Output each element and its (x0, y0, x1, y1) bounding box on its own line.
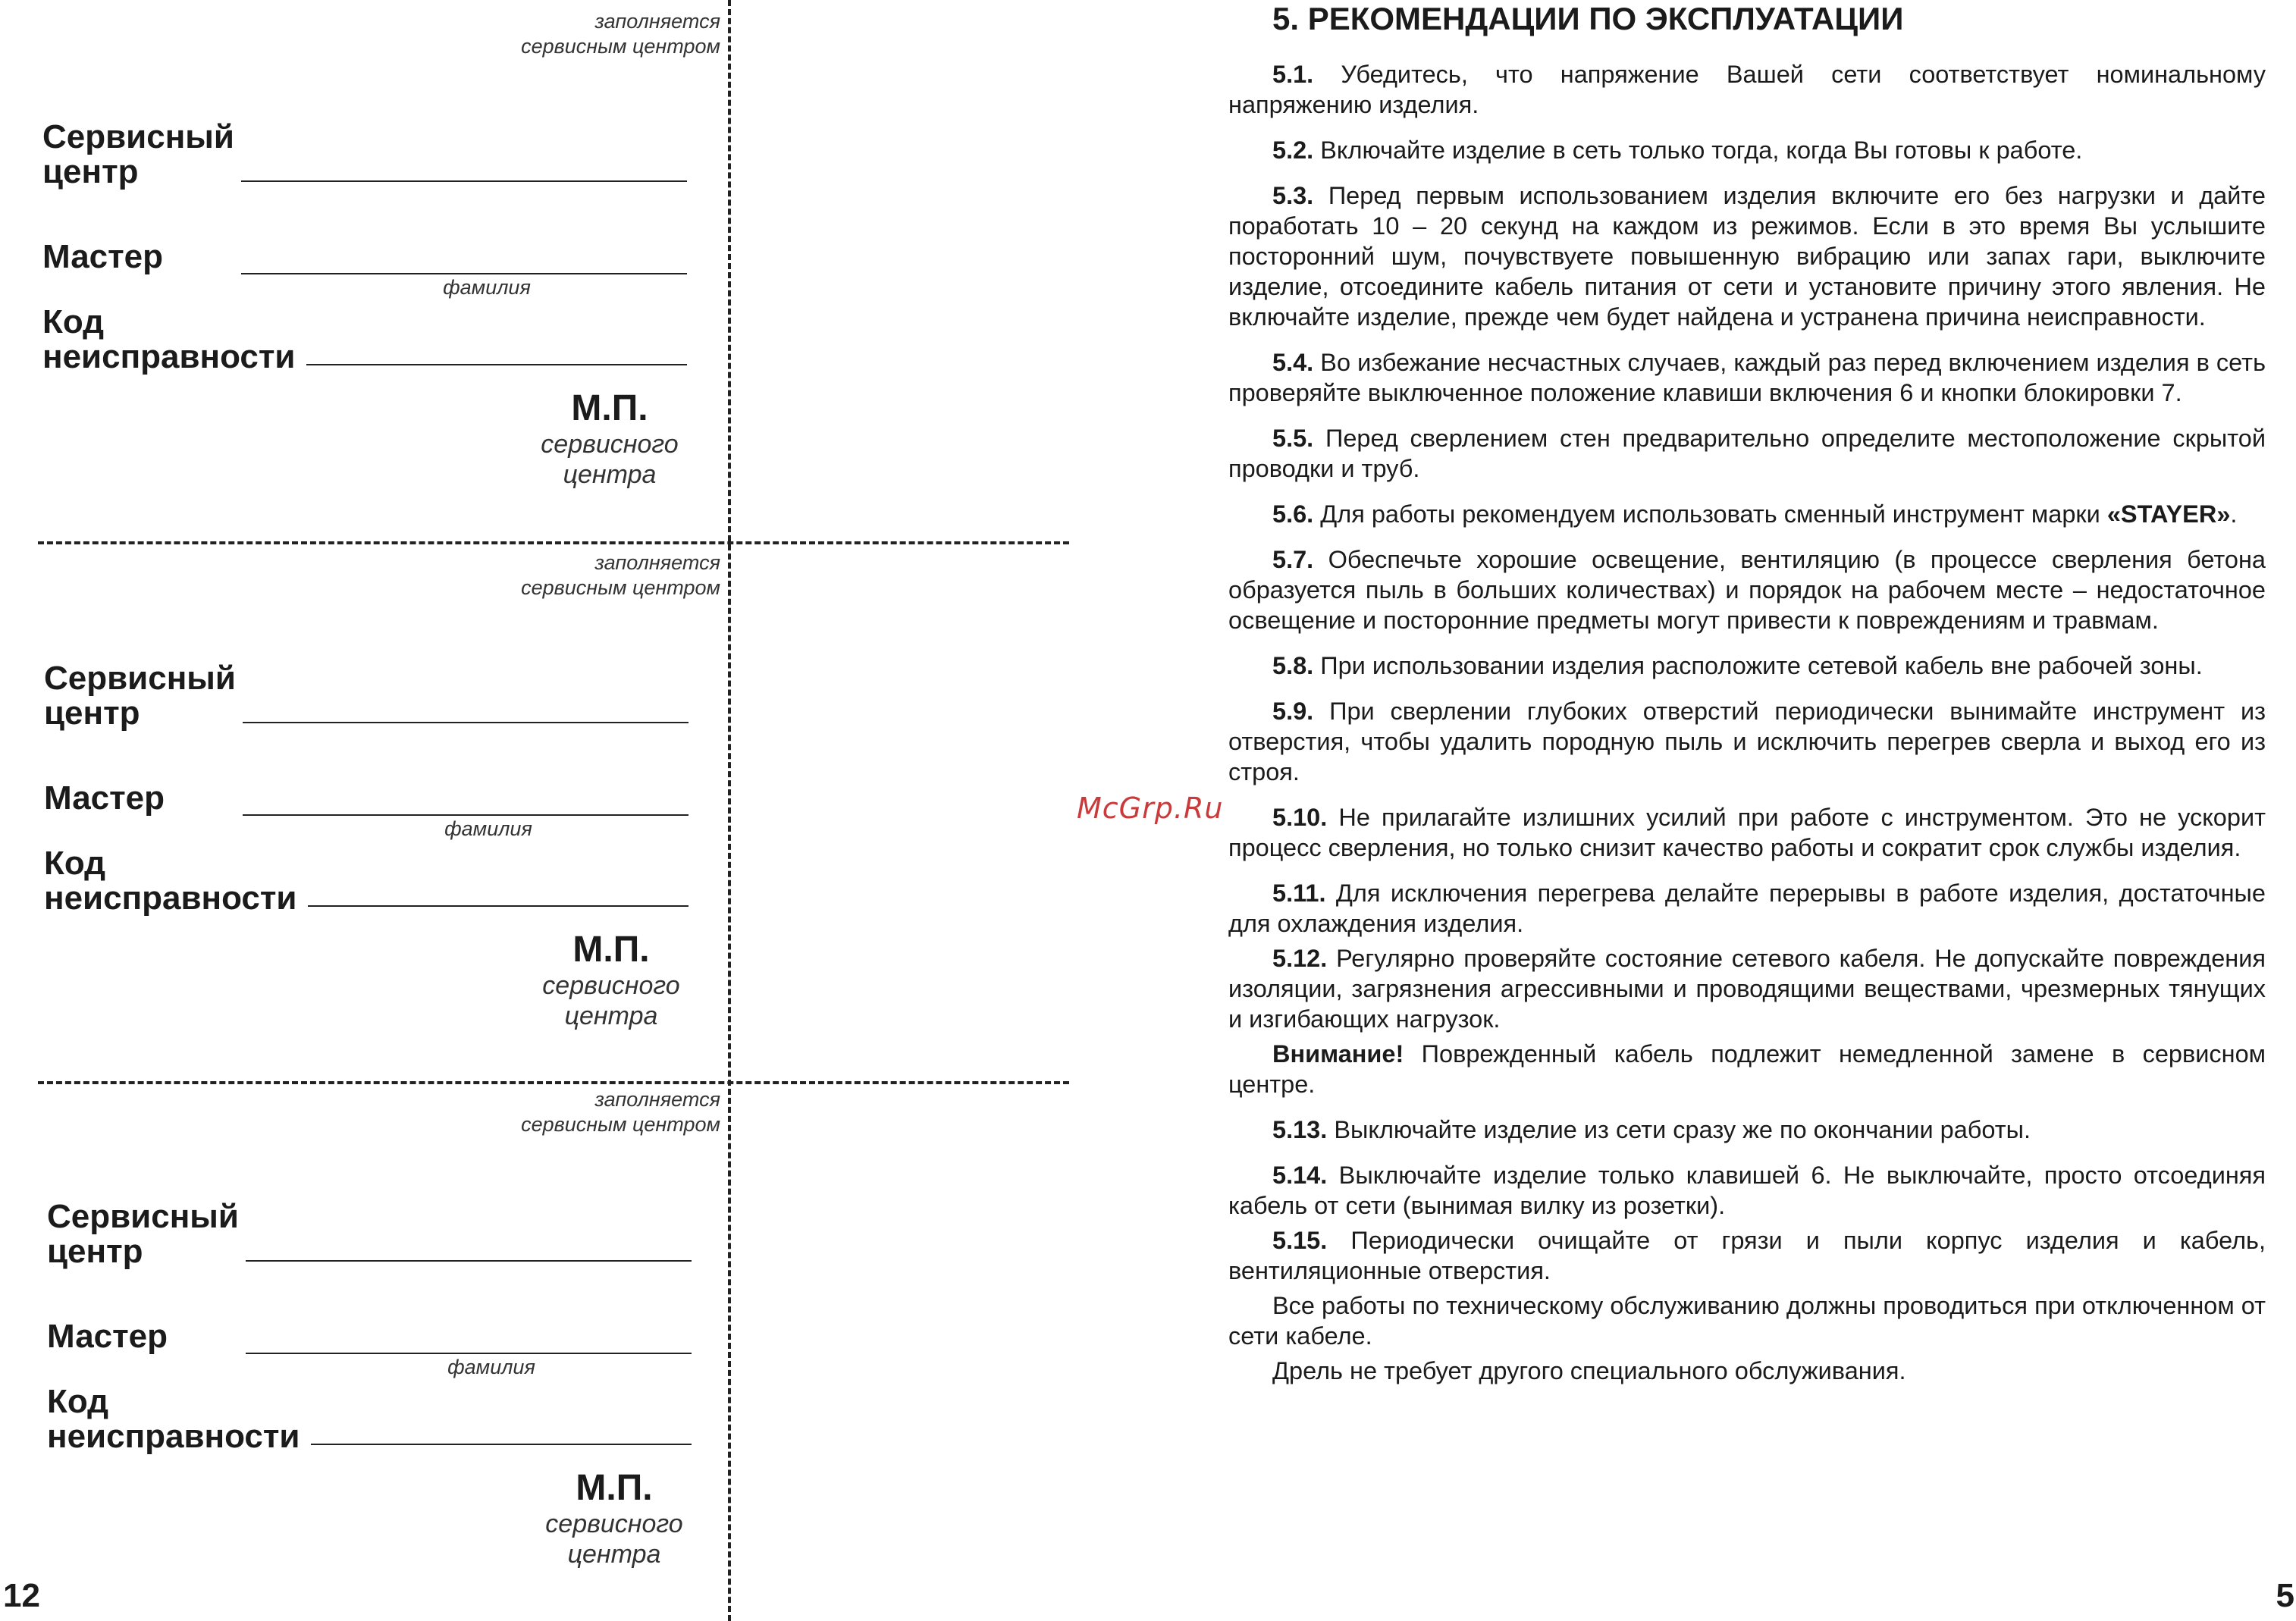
fault-code-label (44, 846, 296, 916)
item-text: Регулярно проверяйте состояние сетевого кабеля. Не допускайте повреждения изоляции, загрязнения агрессивными и проводящими веществами, чрезмерных тянущих и изгибающих нагрузок. (1228, 945, 2266, 1033)
item-text: Поврежденный кабель подлежит немедленной замене в сервисном центре. (1228, 1040, 2266, 1098)
item-text: Перед сверлением стен предварительно определите местоположение скрытой проводки и труб. (1228, 425, 2266, 482)
stamp-title: М.П. (571, 388, 648, 428)
stamp-placeholder (511, 388, 708, 490)
label-line: Код (42, 303, 105, 340)
recommendation-item (1228, 499, 2266, 529)
stamp-subtitle: сервисного (545, 1510, 683, 1538)
service-center-label (47, 1199, 239, 1269)
fill-note-line: сервисным центром (521, 35, 720, 58)
fill-note-line: сервисным центром (521, 1113, 720, 1136)
recommendation-item (1228, 651, 2266, 681)
fill-note-line: заполняется (594, 551, 720, 574)
recommendation-item (1228, 59, 2266, 120)
master-field[interactable] (243, 814, 688, 816)
page-number: 5 (2276, 1577, 2294, 1614)
item-number: 5.12. (1272, 945, 1328, 972)
stamp-title: М.П. (572, 930, 650, 970)
recommendations-text (1228, 59, 2266, 1401)
label-line: Сервисный (42, 118, 234, 155)
item-text: Во избежание несчастных случаев, каждый раз перед включением изделия в сеть проверяйте выключенное положение клавиши включения 6 и кнопки блокировки 7. (1228, 349, 2266, 406)
label-line: Код (44, 845, 106, 882)
label-line: неисправности (47, 1418, 300, 1455)
fault-code-label (42, 305, 295, 375)
service-center-label (44, 661, 236, 731)
item-text: Для исключения перегрева делайте перерывы в работе изделия, достаточные для охлаждения изделия. (1228, 879, 2266, 937)
recommendation-item (1228, 423, 2266, 484)
item-text: Периодически очищайте от грязи и пыли корпус изделия и кабель, вентиляционные отверстия. (1228, 1227, 2266, 1284)
recommendation-item (1228, 1160, 2266, 1221)
service-center-field[interactable] (241, 180, 687, 182)
fill-note-line: заполняется (594, 10, 720, 33)
service-center-label (42, 120, 234, 190)
label-line: Сервисный (44, 660, 236, 697)
item-number: 5.9. (1272, 698, 1314, 725)
paragraph: Дрель не требует другого специального обслуживания. (1272, 1357, 1906, 1384)
item-number: 5.7. (1272, 546, 1314, 573)
stamp-subtitle: центра (563, 460, 657, 489)
warning-label: Внимание! (1272, 1040, 1404, 1068)
label-line: неисправности (42, 338, 296, 375)
stamp-subtitle: центра (567, 1540, 661, 1569)
recommendation-item (1228, 878, 2266, 939)
paragraph: Все работы по техническому обслуживанию должны проводиться при отключенном от сети кабеле. (1228, 1292, 2266, 1350)
master-field[interactable] (246, 1353, 692, 1354)
label-line: центр (42, 153, 139, 190)
item-number: 5.11. (1272, 879, 1326, 907)
fill-note (402, 1087, 720, 1137)
stamp-placeholder (516, 1468, 713, 1569)
repair-coupon (0, 1081, 1077, 1621)
item-text: Обеспечьте хорошие освещение, вентиляцию (в процессе сверления бетона образуется пыль в больших количествах) и порядок на рабочем месте – недостаточное освещение и посторонние предметы могут привести к повреждениям и травмам. (1228, 546, 2266, 634)
service-center-field[interactable] (246, 1260, 692, 1262)
item-number: 5.14. (1272, 1162, 1328, 1189)
recommendation-item (1228, 696, 2266, 787)
service-center-field[interactable] (243, 722, 688, 723)
watermark: McGrp.Ru (1077, 792, 1224, 825)
stamp-subtitle: центра (564, 1002, 658, 1030)
master-field[interactable] (241, 273, 687, 274)
label-line: Код (47, 1383, 109, 1420)
item-text: Перед первым использованием изделия включите его без нагрузки и дайте поработать 10 – 20 секунд на каждом из режимов. Если в это время Вы услышите посторонний шум, почувствуете повышенную вибрацию или запах гари, выключите изделие, отсоедините кабель питания от сети и установите причину этого явления. Не включайте изделие, прежде чем будет найдена и устранена причина неисправности. (1228, 182, 2266, 331)
fault-code-label (47, 1384, 300, 1454)
fill-note-line: заполняется (594, 1088, 720, 1111)
recommendation-item (1228, 1225, 2266, 1286)
left-page (0, 0, 1077, 1621)
fill-note (402, 9, 720, 59)
item-number: 5.13. (1272, 1116, 1328, 1143)
fault-code-field[interactable] (306, 364, 687, 365)
stamp-subtitle: сервисного (541, 430, 679, 459)
stamp-title: М.П. (576, 1468, 653, 1508)
repair-coupon (0, 541, 1077, 1081)
recommendation-item (1228, 180, 2266, 332)
recommendation-item (1228, 1115, 2266, 1145)
recommendation-item (1228, 943, 2266, 1034)
label-line: центр (44, 694, 140, 732)
stamp-subtitle: сервисного (542, 971, 680, 1000)
fill-note-line: сервисным центром (521, 576, 720, 599)
recommendation-item (1228, 802, 2266, 863)
master-label: Мастер (42, 238, 164, 275)
item-text: Выключайте изделие из сети сразу же по окончании работы. (1334, 1116, 2031, 1143)
item-number: 5.1. (1272, 61, 1314, 88)
recommendation-item (1228, 544, 2266, 635)
fault-code-field[interactable] (308, 905, 688, 907)
stamp-placeholder (513, 930, 710, 1031)
item-text: Включайте изделие в сеть только тогда, когда Вы готовы к работе. (1320, 136, 2083, 164)
item-text: Убедитесь, что напряжение Вашей сети соответствует номинальному напряжению изделия. (1228, 61, 2266, 118)
surname-caption: фамилия (443, 276, 531, 299)
item-number: 5.6. (1272, 500, 1314, 528)
master-label: Мастер (44, 779, 165, 817)
section-heading: 5. РЕКОМЕНДАЦИИ ПО ЭКСПЛУАТАЦИИ (1272, 1, 1904, 36)
brand-name: «STAYER» (2106, 500, 2231, 528)
label-line: Сервисный (47, 1198, 239, 1235)
recommendation-item (1228, 347, 2266, 408)
surname-caption: фамилия (447, 1356, 535, 1378)
item-text: При сверлении глубоких отверстий периодически вынимайте инструмент из отверстия, чтобы удалить породную пыль и исключить перегрев сверла и выход его из строя. (1228, 698, 2266, 785)
item-number: 5.2. (1272, 136, 1314, 164)
warning-note (1228, 1039, 2266, 1099)
master-label: Мастер (47, 1318, 168, 1355)
fault-code-field[interactable] (311, 1444, 692, 1445)
recommendation-item (1228, 135, 2266, 165)
label-line: неисправности (44, 879, 297, 917)
fill-note (402, 550, 720, 600)
item-text: . (2230, 500, 2238, 528)
item-text: Выключайте изделие только клавишей 6. Не выключайте, просто отсоединяя кабель от сети (вынимая вилку из розетки). (1228, 1162, 2266, 1219)
item-text: Для работы рекомендуем использовать сменный инструмент марки (1320, 500, 2107, 528)
item-number: 5.4. (1272, 349, 1314, 376)
item-number: 5.15. (1272, 1227, 1328, 1254)
right-page (1077, 0, 2296, 1621)
item-number: 5.3. (1272, 182, 1314, 209)
item-text: При использовании изделия расположите сетевой кабель вне рабочей зоны. (1320, 652, 2203, 679)
page-number: 12 (3, 1577, 40, 1614)
item-number: 5.8. (1272, 652, 1314, 679)
label-line: центр (47, 1233, 143, 1270)
item-text: Не прилагайте излишних усилий при работе с инструментом. Это не ускорит процесс сверления, но только снизит качество работы и сократит срок службы изделия. (1228, 804, 2266, 861)
repair-coupon (0, 0, 1077, 540)
item-number: 5.5. (1272, 425, 1314, 452)
item-number: 5.10. (1272, 804, 1328, 831)
surname-caption: фамилия (444, 817, 532, 840)
